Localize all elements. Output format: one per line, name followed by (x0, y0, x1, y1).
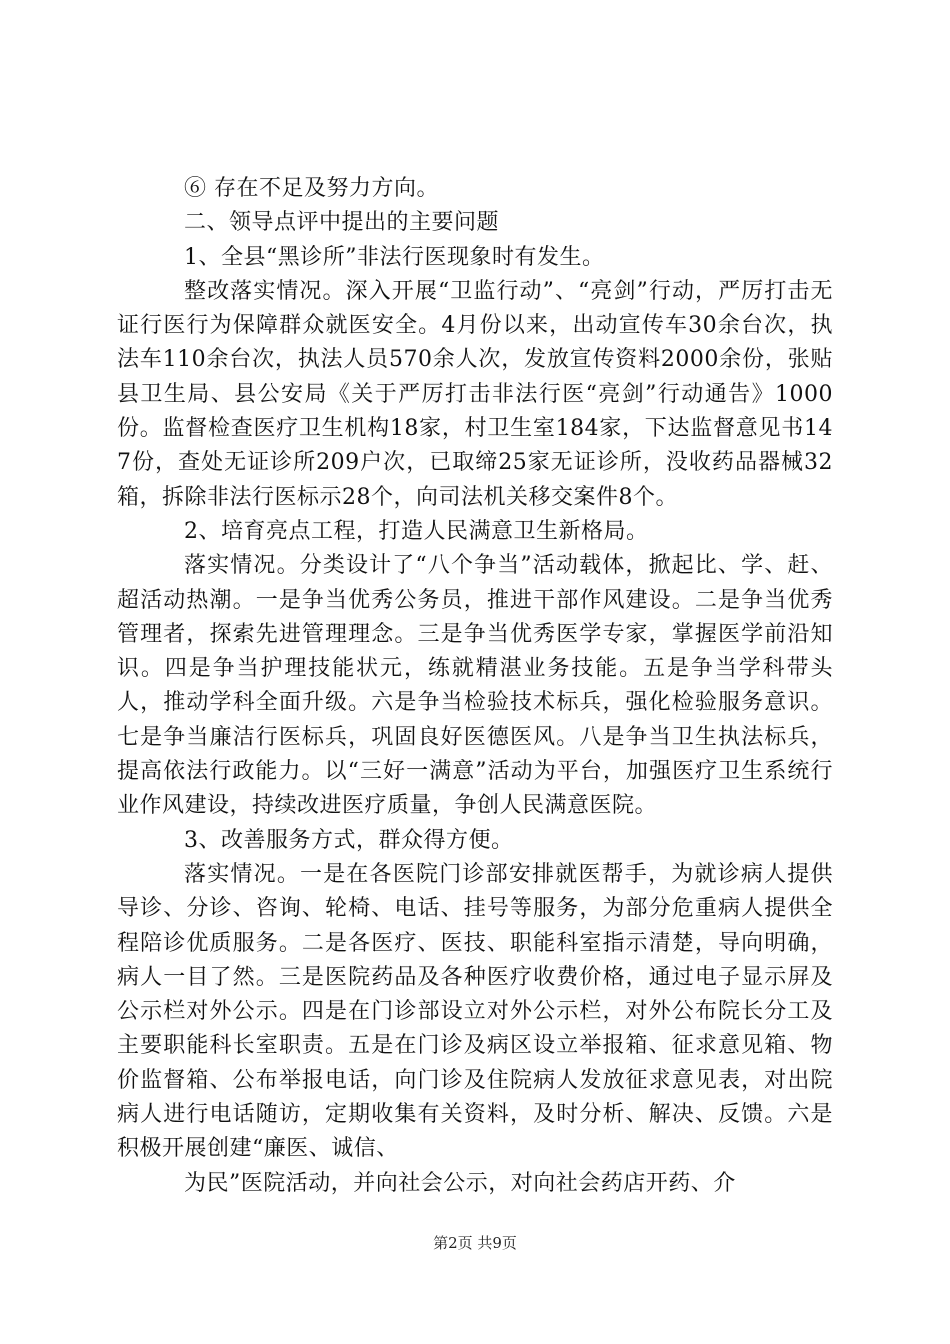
paragraph-item-3: 3、改善服务方式，群众得方便。 (184, 827, 514, 853)
paragraph-rectification-1: 整改落实情况。深入开展“卫监行动”、“亮剑”行动，严厉打击无证行医行为保障群众就医安全。4月份以来，出动宣传车30余台次，执法车110余台次，执法人员570余人次，发放宣传资料2000余份，张贴县卫生局、县公安局《关于严厉打击非法行医“亮剑”行动通告》1000份。监督检查医疗卫生机构18家，村卫生室184家，下达监督意见书147份，查处无证诊所209户次，已取缔25家无证诊所，没收药品器械32箱，拆除非法行医标示28个，向司法机关移交案件8个。 (117, 278, 833, 510)
paragraph-heading-2: 二、领导点评中提出的主要问题 (184, 210, 500, 236)
paragraph-section-6: ⑥ 存在不足及努力方向。 (184, 176, 439, 201)
paragraph-item-2: 2、培育亮点工程，打造人民满意卫生新格局。 (184, 518, 649, 544)
page-number-footer: 第2页 共9页 (433, 1234, 517, 1252)
paragraph-implementation-2: 落实情况。分类设计了“八个争当”活动载体，掀起比、学、赶、超活动热潮。一是争当优秀公务员，推进干部作风建设。二是争当优秀管理者，探索先进管理理念。三是争当优秀医学专家，掌握医学前沿知识。四是争当护理技能状元，练就精湛业务技能。五是争当学科带头人，推动学科全面升级。六是争当检验技术标兵，强化检验服务意识。七是争当廉洁行医标兵，巩固良好医德医风。八是争当卫生执法标兵，提高依法行政能力。以“三好一满意”活动为平台，加强医疗卫生系统行业作风建设，持续改进医疗质量，争创人民满意医院。 (117, 553, 833, 819)
paragraph-continuation: 为民”医院活动，并向社会公示，对向社会药店开药、介 (184, 1170, 736, 1196)
document-body (117, 172, 833, 1201)
paragraph-implementation-3: 落实情况。一是在各医院门诊部安排就医帮手，为就诊病人提供导诊、分诊、咨询、轮椅、电话、挂号等服务，为部分危重病人提供全程陪诊优质服务。二是各医疗、医技、职能科室指示清楚，导向明确，病人一目了然。三是医院药品及各种医疗收费价格，通过电子显示屏及公示栏对外公示。四是在门诊部设立对外公示栏，对外公布院长分工及主要职能科长室职责。五是在门诊及病区设立举报箱、征求意见箱、物价监督箱、公布举报电话，向门诊及住院病人发放征求意见表，对出院病人进行电话随访，定期收集有关资料，及时分析、解决、反馈。六是积极开展创建“廉医、诚信、 (117, 861, 833, 1162)
paragraph-item-1: 1、全县“黑诊所”非法行医现象时有发生。 (184, 244, 605, 270)
